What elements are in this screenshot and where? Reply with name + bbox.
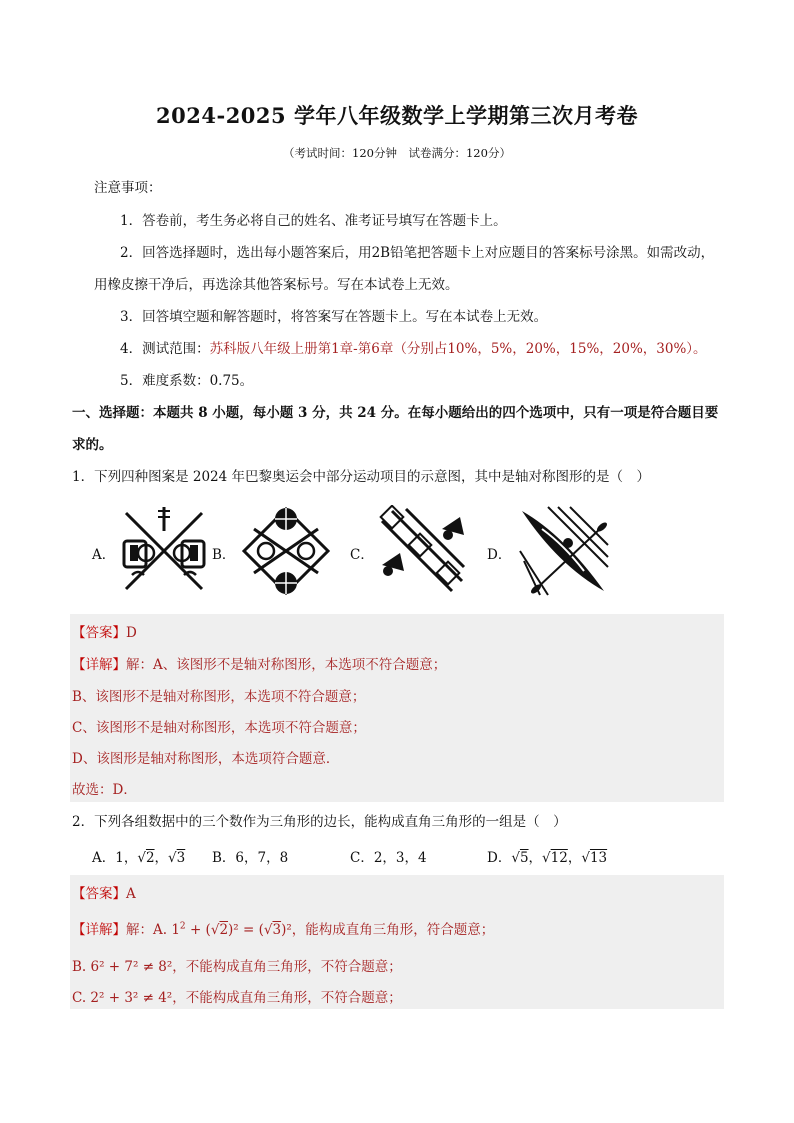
q2-d-radicand-1: 5	[519, 850, 529, 866]
q2-option-d	[487, 846, 607, 866]
q1-detail-3: D、该图形是轴对称图形，本选项符合题意．	[72, 751, 340, 767]
kayak-figure	[518, 505, 610, 597]
q2-stem: 2．下列各组数据中的三个数作为三角形的边长，能构成直角三角形的一组是（ ）	[72, 814, 567, 830]
sqrt-icon: √	[168, 850, 177, 866]
q2-option-a	[92, 846, 185, 866]
q1-detail-tag: 【详解】	[72, 657, 126, 673]
sqrt-icon: √	[263, 922, 273, 938]
q2-d-sep-2: ，	[567, 850, 582, 866]
q1-answer-box	[70, 614, 724, 802]
basketball-figure	[240, 505, 332, 597]
q2-d-radicand-2: 12	[550, 850, 568, 866]
q1-answer-tag: 【答案】	[72, 625, 126, 641]
sqrt-icon: √	[511, 850, 520, 866]
q2-detail-a-sup: 2	[179, 921, 186, 932]
q2-answer	[72, 882, 136, 902]
q2-answer-tag: 【答案】	[72, 886, 126, 902]
fencing-figure	[118, 505, 210, 597]
q2-detail-c-end: ，不能构成直角三角形，不符合题意；	[172, 990, 402, 1006]
q1-stem: 1．下列四种图案是 2024 年巴黎奥运会中部分运动项目的示意图，其中是轴对称图形的是（ ）	[72, 469, 651, 485]
q2-detail-a-radicand-1: 2	[219, 922, 229, 938]
note-2: 2．回答选择题时，选出每小题答案后，用2B铅笔把答题卡上对应题目的答案标号涂黑。如需改动，	[120, 245, 715, 261]
q2-detail-a-eq: )² = (	[228, 922, 264, 938]
q2-detail-b-end: ，不能构成直角三角形，不符合题意；	[172, 959, 402, 975]
q2-d-sep-1: ，	[528, 850, 543, 866]
q2-detail-a-mid: + (	[185, 922, 211, 938]
badminton-figure	[376, 505, 468, 597]
note-1: 1．答卷前，考生务必将自己的姓名、准考证号填写在答题卡上。	[120, 213, 507, 229]
note-3: 3．回答填空题和解答题时，将答案写在答题卡上。写在本试卷上无效。	[120, 309, 548, 325]
note-4-scope: 苏科版八年级上册第1章-第6章（分别占10%，5%，20%，15%，20%，30%）。	[209, 341, 707, 357]
sqrt-icon: √	[542, 850, 551, 866]
q2-detail-c	[72, 986, 402, 1006]
q2-d-radicand-3: 13	[589, 850, 608, 866]
note-4	[120, 337, 707, 357]
q2-a-radicand-1: 2	[145, 850, 155, 866]
q1-answer	[72, 621, 137, 641]
q1-detail-0	[72, 653, 446, 673]
notes-heading: 注意事项：	[94, 180, 162, 196]
q1-option-c-label: C．	[350, 547, 374, 563]
q1-detail-4: 故选：D．	[72, 782, 137, 798]
q1-detail-1: B、该图形不是轴对称图形，本选项不符合题意；	[72, 689, 366, 705]
q1-answer-value: D	[126, 625, 137, 641]
section-1-label: 一、选择题：	[72, 405, 153, 421]
sqrt-icon: √	[581, 850, 590, 866]
page-title: 2024-2025 学年八年级数学上学期第三次月考卷	[156, 103, 638, 128]
section-1-desc-cont: 求的。	[72, 437, 113, 453]
q2-option-a-label: A．1，	[92, 850, 138, 866]
sqrt-icon: √	[210, 922, 220, 938]
q2-detail-a-end: )²，能构成直角三角形，符合题意；	[281, 922, 495, 938]
q2-detail-a-prefix: 解：A. 1	[126, 922, 180, 938]
q2-a-radicand-2: 3	[176, 850, 186, 866]
note-2-cont: 用橡皮擦干净后，再选涂其他答案标号。写在本试卷上无效。	[94, 277, 459, 293]
q2-a-sep: ，	[154, 850, 169, 866]
q1-option-b-label: B．	[212, 547, 236, 563]
q2-option-d-label: D．	[487, 850, 512, 866]
q2-detail-b-expr: B. 6² + 7² ≠ 8²	[72, 959, 173, 975]
q2-detail-a	[72, 918, 494, 938]
q2-detail-b	[72, 955, 402, 975]
section-1-header	[72, 401, 718, 421]
q2-detail-a-radicand-2: 3	[272, 922, 282, 938]
q2-detail-c-expr: C. 2² + 3² ≠ 4²	[72, 990, 173, 1006]
q1-detail-2: C、该图形不是轴对称图形，本选项不符合题意；	[72, 720, 366, 736]
q1-option-d-label: D．	[487, 547, 512, 563]
q1-option-a-label: A．	[92, 547, 116, 563]
section-1-desc: 本题共 8 小题，每小题 3 分，共 24 分。在每小题给出的四个选项中，只有一项是符合题目要	[153, 405, 719, 421]
q2-option-b: B．6，7，8	[212, 850, 289, 866]
exam-subtitle: （考试时间：120分钟 试卷满分：120分）	[283, 146, 511, 160]
q2-option-c: C．2，3，4	[350, 850, 427, 866]
note-5: 5．难度系数：0.75。	[120, 373, 254, 389]
q2-detail-tag: 【详解】	[72, 922, 126, 938]
note-4-label: 4．测试范围：	[120, 341, 210, 357]
q1-detail-text-0: 解：A、该图形不是轴对称图形，本选项不符合题意；	[126, 657, 447, 673]
q2-answer-value: A	[126, 886, 136, 902]
sqrt-icon: √	[137, 850, 146, 866]
